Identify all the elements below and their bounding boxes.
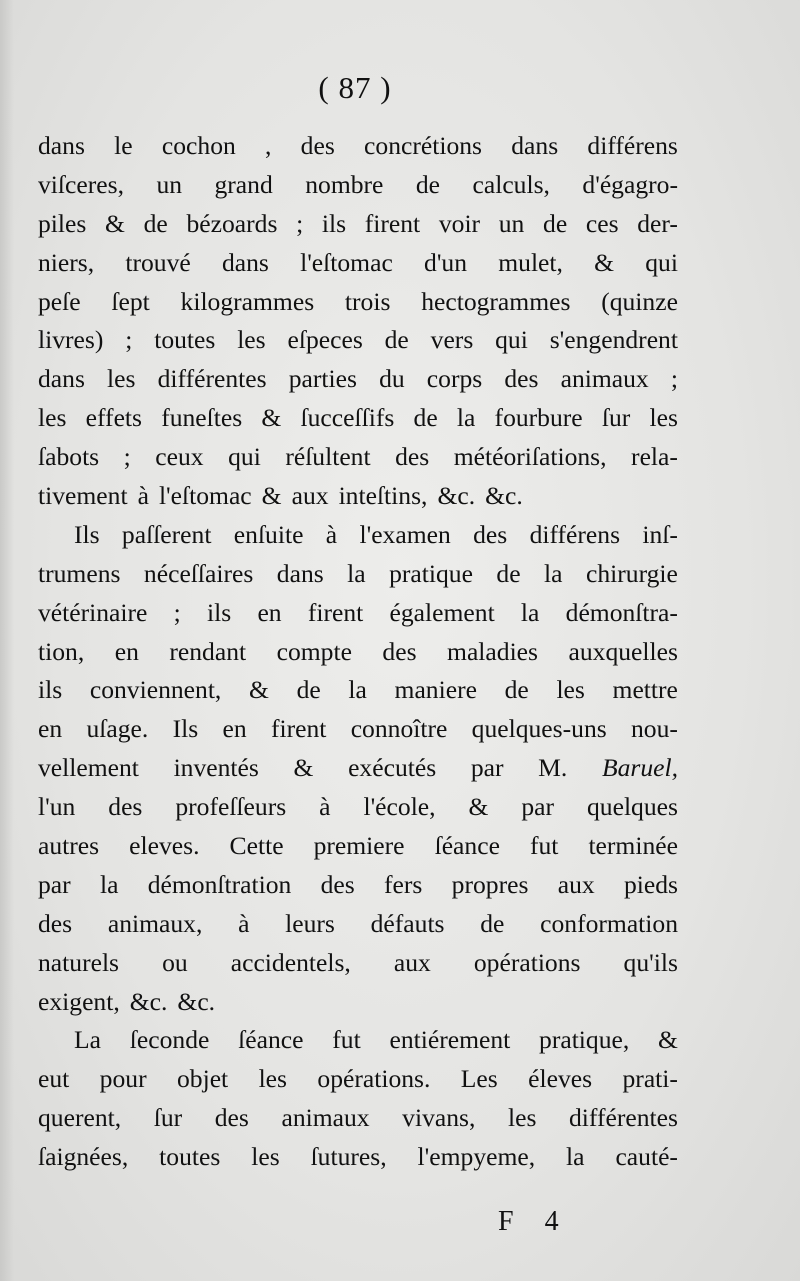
- text-line: ſabots ; ceux qui réſultent des météoriſations, rela-: [38, 442, 678, 472]
- text-line: dans les différentes parties du corps des animaux ;: [38, 364, 678, 394]
- text-line: piles & de bézoards ; ils firent voir un de ces der-: [38, 208, 678, 238]
- text-line: livres) ; toutes les eſpeces de vers qui s'engendrent: [38, 325, 678, 355]
- text-line: naturels ou accidentels, aux opérations qu'ils: [38, 947, 678, 977]
- text-line: ſaignées, toutes les ſutures, l'empyeme, la cauté-: [38, 1142, 678, 1172]
- text-line: viſceres, un grand nombre de calculs, d'égagro-: [38, 169, 678, 199]
- text-line: Ils paſſerent enſuite à l'examen des différens inſ-: [74, 519, 678, 549]
- page-gutter-shadow: [0, 0, 14, 1281]
- text-line: dans le cochon , des concrétions dans différens: [38, 131, 678, 160]
- body-text: [38, 127, 678, 1177]
- text-line: querent, ſur des animaux vivans, les différentes: [38, 1103, 678, 1133]
- text-line: peſe ſept kilogrammes trois hectogrammes (quinze: [38, 286, 678, 316]
- printer-signature-mark: F 4: [498, 1206, 571, 1237]
- text-line: eut pour objet les opérations. Les éleves prati-: [38, 1064, 678, 1094]
- text-line: exigent, &c. &c.: [38, 986, 216, 1016]
- text-line: vellement inventés & exécutés par M. Baruel,: [38, 753, 678, 783]
- text-line: par la démonſtration des fers propres aux pieds: [38, 869, 678, 899]
- text-line: niers, trouvé dans l'eſtomac d'un mulet, & qui: [38, 247, 678, 277]
- page-number: ( 87 ): [318, 70, 392, 105]
- text-line: les effets funeſtes & ſucceſſifs de la fourbure ſur les: [38, 403, 678, 433]
- text-line: autres eleves. Cette premiere ſéance fut terminée: [38, 831, 678, 861]
- text-line: tivement à l'eſtomac & aux inteſtins, &c. &c.: [38, 481, 523, 511]
- text-line: vétérinaire ; ils en firent également la démonſtra-: [38, 597, 678, 627]
- text-line: trumens néceſſaires dans la pratique de la chirurgie: [38, 558, 678, 588]
- text-line: des animaux, à leurs défauts de conformation: [38, 908, 678, 938]
- text-line: ils conviennent, & de la maniere de les mettre: [38, 675, 678, 705]
- text-line: tion, en rendant compte des maladies auxquelles: [38, 636, 678, 666]
- text-line: La ſeconde ſéance fut entiérement pratique, &: [74, 1025, 678, 1055]
- text-line: en uſage. Ils en firent connoître quelques-uns nou-: [38, 714, 678, 744]
- text-line: l'un des profeſſeurs à l'école, & par quelques: [38, 792, 678, 822]
